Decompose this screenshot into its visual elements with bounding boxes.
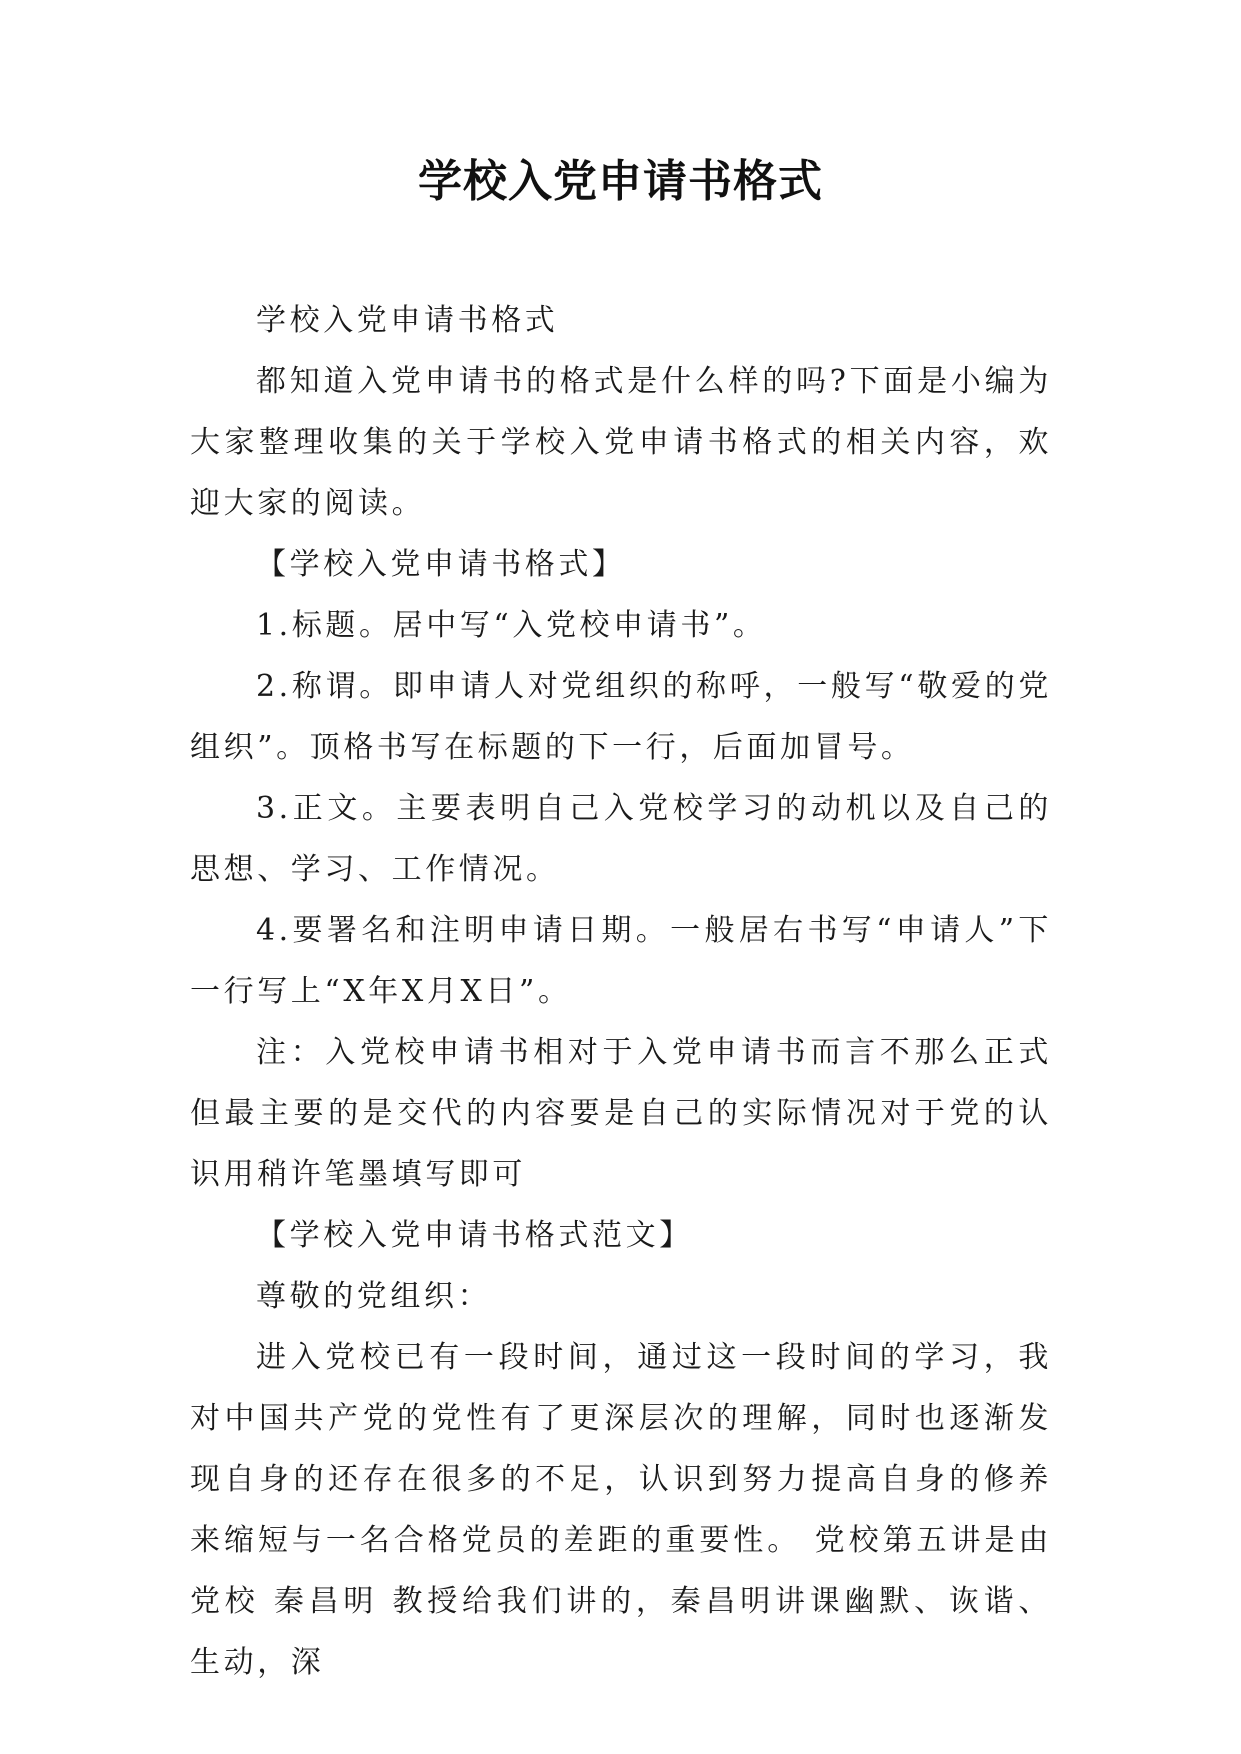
section-heading-sample: 【学校入党申请书格式范文】 (256, 1218, 693, 1253)
paragraph-heading-repeat: 学校入党申请书格式 (256, 303, 559, 338)
section-heading-format: 【学校入党申请书格式】 (256, 547, 626, 582)
paragraph-item-4-signature: 4.要署名和注明申请日期。一般居右书写“申请人”下一行写上“X年X月X日”。 (190, 913, 1052, 1009)
paragraph-item-1-title: 1.标题。居中写“入党校申请书”。 (256, 608, 767, 643)
paragraph-item-2-salutation: 2.称谓。即申请人对党组织的称呼，一般写“敬爱的党组织”。顶格书写在标题的下一行，后面加冒号。 (190, 669, 1052, 765)
document-body (190, 290, 1052, 1693)
paragraph-sample-body: 进入党校已有一段时间，通过这一段时间的学习，我对中国共产党的党性有了更深层次的理解，同时也逐渐发现自身的还存在很多的不足，认识到努力提高自身的修养来缩短与一名合格党员的差距的重要性。 党校第五讲是由党校 秦昌明 教授给我们讲的，秦昌明讲课幽默、诙谐、生动，深 (190, 1340, 1052, 1680)
paragraph-item-3-body: 3.正文。主要表明自己入党校学习的动机以及自己的思想、学习、工作情况。 (190, 791, 1052, 887)
paragraph-intro: 都知道入党申请书的格式是什么样的吗?下面是小编为大家整理收集的关于学校入党申请书格式的相关内容，欢迎大家的阅读。 (190, 364, 1052, 521)
paragraph-note: 注：入党校申请书相对于入党申请书而言不那么正式但最主要的是交代的内容要是自己的实际情况对于党的认识用稍许笔墨填写即可 (190, 1035, 1052, 1192)
document-title: 学校入党申请书格式 (418, 156, 823, 207)
paragraph-salutation: 尊敬的党组织： (256, 1279, 492, 1314)
